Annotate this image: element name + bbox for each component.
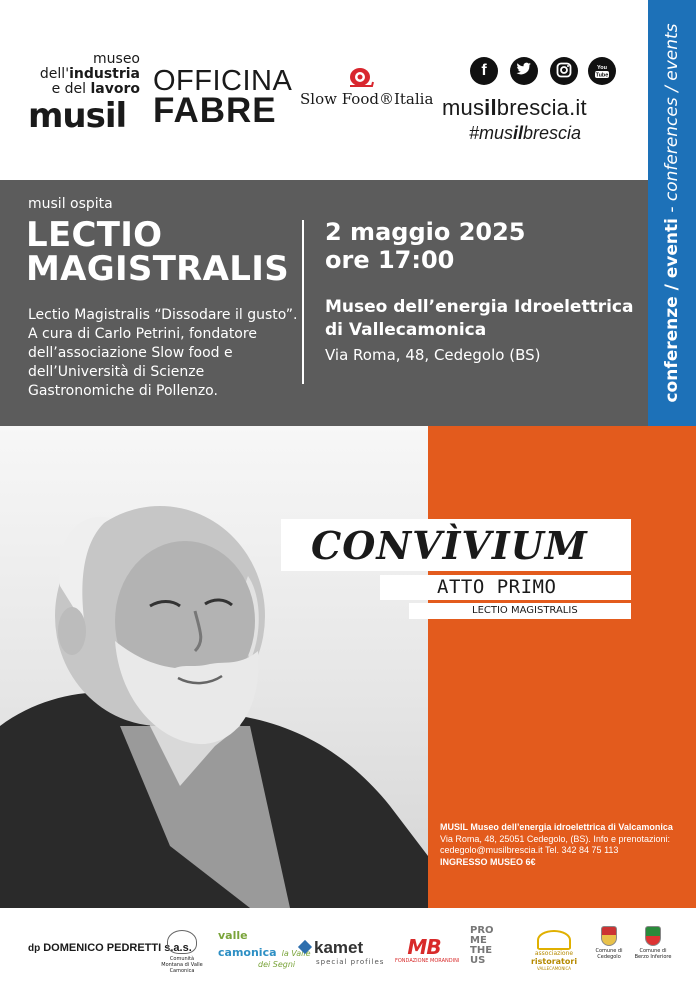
twitter-icon[interactable]	[510, 57, 538, 85]
atto-primo-label: ATTO PRIMO	[437, 576, 557, 598]
convivium-box	[281, 519, 631, 571]
lectio-box	[409, 603, 631, 619]
website-link[interactable]: musilbrescia.it	[442, 95, 587, 120]
snail-icon	[348, 66, 374, 88]
sponsor-ristoratori: associazione ristoratori VALLECAMONICA	[520, 930, 588, 971]
logo-line: museo	[93, 51, 140, 67]
event-venue: Museo dell’energia Idroelettrica di Vallecamonica	[325, 297, 634, 340]
event-title: LECTIO MAGISTRALIS	[26, 215, 289, 289]
sponsor-footer	[0, 908, 696, 984]
svg-text:Tube: Tube	[595, 72, 609, 79]
event-description: Lectio Magistralis “Dissodare il gusto”. A cura di Carlo Petrini, fondatore dell’associazione Slow food e dell’Università di Scienze Gastronomiche di Pollenzo.	[28, 307, 298, 399]
contact-email[interactable]: cedegolo@musilbrescia.it Tel. 342 84 75 113	[440, 845, 619, 855]
convivium-title: CONVÌVIUM	[311, 523, 588, 568]
officina-fabre-logo: OFFICINA FABRE	[153, 65, 293, 130]
event-address: Via Roma, 48, Cedegolo (BS)	[325, 346, 541, 364]
slowfood-logo: Slow Food®Italia	[300, 66, 428, 116]
pre-title: musil ospita	[28, 196, 113, 212]
side-band-text: conferenze / eventi - conferences / events	[662, 23, 682, 403]
crest-icon	[601, 926, 617, 946]
crest-icon	[645, 926, 661, 946]
sponsor-comune-cedegolo: Comune di Cedegolo	[592, 926, 626, 960]
event-time: ore 17:00	[325, 246, 455, 274]
sponsor-valle-camonica: valle camonica la Valle dei Segni	[218, 929, 311, 969]
logo-wordmark: musil	[28, 96, 127, 136]
speaker-photo	[0, 426, 428, 908]
seal-icon	[167, 930, 197, 954]
atto-box	[380, 575, 631, 600]
event-date: 2 maggio 2025	[325, 218, 526, 246]
event-datetime	[325, 218, 525, 274]
musil-logo	[28, 51, 140, 136]
sponsor-comunita-montana: Comunità Montana di Valle Camonica	[160, 930, 204, 974]
logo-line: dell'industria	[39, 66, 140, 82]
youtube-icon[interactable]	[588, 57, 616, 85]
header	[0, 0, 648, 180]
event-info-band	[0, 180, 648, 426]
facebook-icon[interactable]: f	[470, 57, 498, 85]
sponsor-morandini: MB FONDAZIONE MORANDINI	[395, 935, 460, 964]
sponsor-pedretti: dp DOMENICO PEDRETTI s.a.s.	[28, 942, 192, 954]
museum-contact-info: MUSIL Museo dell’energia idroelettrica di Valcamonica Via Roma, 48, 25051 Cedegolo, (BS). Info e prenotazioni: cedegolo@musilbrescia.it Tel. 342 84 75 113 INGRESSO MUSEO 6€	[440, 822, 673, 867]
logo-line: e del lavoro	[51, 81, 140, 97]
divider	[302, 220, 304, 384]
lectio-label: LECTIO MAGISTRALIS	[472, 605, 578, 616]
sponsor-comune-berzo: Comune di Berzo Inferiore	[634, 926, 672, 960]
chef-hat-icon	[537, 930, 571, 950]
instagram-icon[interactable]	[550, 57, 578, 85]
sponsor-prometheus: PRO ME THE US	[470, 925, 494, 966]
side-band	[648, 0, 696, 426]
svg-text:You: You	[597, 65, 607, 71]
portrait-illustration	[0, 426, 428, 908]
sponsor-kamet: kamet special profiles	[300, 938, 384, 966]
social-links	[470, 57, 620, 87]
hashtag: #musilbrescia	[469, 123, 582, 143]
